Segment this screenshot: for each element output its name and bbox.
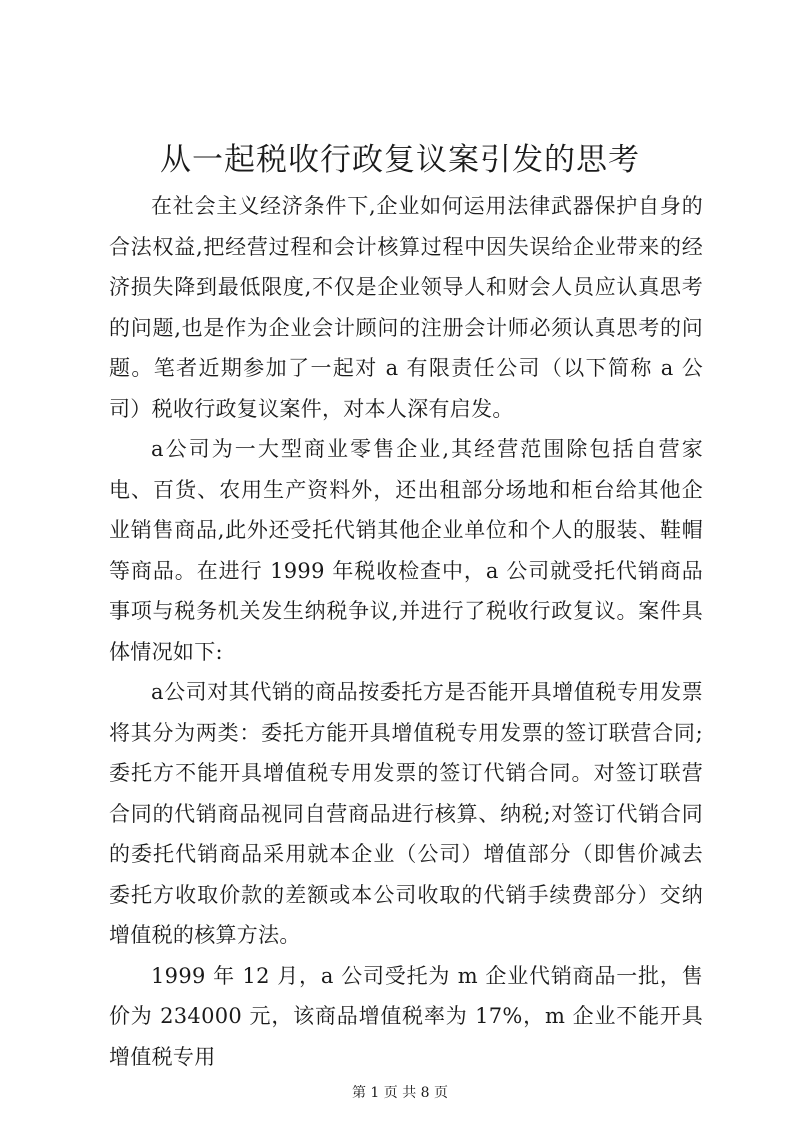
paragraph-2: a公司为一大型商业零售企业,其经营范围除包括自营家电、百货、农用生产资料外，还出租部分场地和柜台给其他企业销售商品,此外还受托代销其他企业单位和个人的服装、鞋帽等商品。在进行 1999 年税收检查中，a 公司就受托代销商品事项与税务机关发生纳税争议,并进行了税收行政复议。案件具体情况如下: [109, 437, 703, 664]
page-footer: 第 1 页 共 8 页 [351, 1085, 449, 1101]
paragraph-3: a公司对其代销的商品按委托方是否能开具增值税专用发票将其分为两类：委托方能开具增值税专用发票的签订联营合同;委托方不能开具增值税专用发票的签订代销合同。对签订联营合同的代销商品视同自营商品进行核算、纳税;对签订代销合同的委托代销商品采用就本企业（公司）增值部分（即售价减去委托方收取价款的差额或本公司收取的代销手续费部分）交纳增值税的核算方法。 [109, 680, 703, 947]
paragraph-4: 1999 年 12 月，a 公司受托为 m 企业代销商品一批，售价为 234000 元，该商品增值税率为 17%，m 企业不能开具增值税专用 [109, 963, 703, 1069]
page-title: 从一起税收行政复议案引发的思考 [160, 142, 640, 178]
document-body [109, 186, 703, 1077]
paragraph-1: 在社会主义经济条件下,企业如何运用法律武器保护自身的合法权益,把经营过程和会计核算过程中因失误给企业带来的经济损失降到最低限度,不仅是企业领导人和财会人员应认真思考的问题,也是作为企业会计顾问的注册会计师必须认真思考的问题。笔者近期参加了一起对 a 有限责任公司（以下简称 a 公司）税收行政复议案件，对本人深有启发。 [109, 194, 703, 421]
